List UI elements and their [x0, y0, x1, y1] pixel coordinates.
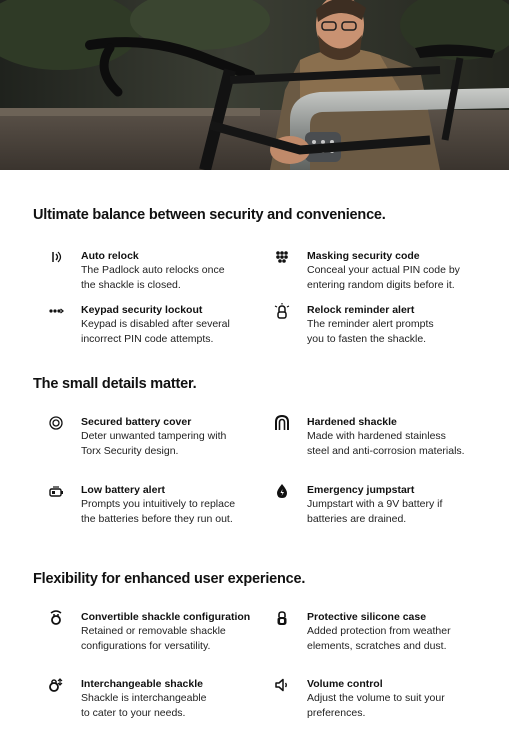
feature-title: Hardened shackle [307, 416, 397, 428]
feature-title: Volume control [307, 678, 383, 690]
feature-description: Deter unwanted tampering with Torx Security design. [81, 430, 227, 457]
feature-description: Adjust the volume to suit your preferences. [307, 692, 445, 719]
feature-relock-reminder [307, 303, 509, 346]
section-title-details: The small details matter. [33, 376, 197, 392]
convertible-shackle-icon [48, 610, 64, 626]
feature-title: Secured battery cover [81, 416, 192, 428]
feature-title: Low battery alert [81, 484, 166, 496]
feature-hardened-shackle [307, 415, 509, 458]
feature-description: Added protection from weather elements, scratches and dust. [307, 625, 451, 652]
feature-description: Made with hardened stainless steel and anti-corrosion materials. [307, 430, 465, 457]
section-title-security: Ultimate balance between security and convenience. [33, 207, 386, 223]
hero-illustration [0, 0, 509, 170]
feature-title: Keypad security lockout [81, 304, 203, 316]
feature-title: Auto relock [81, 250, 139, 262]
feature-description: Shackle is interchangeable to cater to your needs. [81, 692, 207, 719]
volume-icon [274, 677, 290, 693]
low-battery-icon [48, 483, 64, 499]
feature-description: Conceal your actual PIN code by entering random digits before it. [307, 264, 460, 291]
feature-battery-cover [81, 415, 296, 458]
feature-description: The reminder alert prompts you to fasten the shackle. [307, 318, 434, 345]
interchangeable-shackle-icon [48, 677, 64, 693]
feature-description: Jumpstart with a 9V battery if batteries are drained. [307, 498, 443, 525]
feature-description: The Padlock auto relocks once the shackle is closed. [81, 264, 225, 291]
feature-description: Prompts you intuitively to replace the batteries before they run out. [81, 498, 236, 525]
feature-masking-code [307, 249, 509, 292]
feature-title: Protective silicone case [307, 611, 427, 623]
feature-keypad-lockout [81, 303, 296, 346]
feature-title: Relock reminder alert [307, 304, 415, 316]
section-title-flexibility: Flexibility for enhanced user experience. [33, 571, 306, 587]
silicone-case-icon [274, 610, 290, 626]
feature-description: Retained or removable shackle configurations for versatility. [81, 625, 226, 652]
hardened-shackle-icon [274, 415, 290, 431]
battery-cover-icon [48, 415, 64, 431]
feature-silicone-case [307, 610, 509, 653]
feature-description: Keypad is disabled after several incorrect PIN code attempts. [81, 318, 230, 345]
masking-code-icon [274, 249, 290, 265]
feature-low-battery [81, 483, 296, 526]
feature-interchangeable-shackle [81, 677, 296, 720]
reminder-alert-icon [274, 303, 290, 319]
feature-title: Interchangeable shackle [81, 678, 203, 690]
feature-title: Emergency jumpstart [307, 484, 415, 496]
feature-title: Masking security code [307, 250, 420, 262]
auto-relock-icon [48, 249, 64, 265]
feature-volume-control [307, 677, 509, 720]
feature-convertible-shackle [81, 610, 296, 653]
feature-title: Convertible shackle configuration [81, 611, 251, 623]
feature-auto-relock [81, 249, 296, 292]
jumpstart-icon [274, 483, 290, 499]
hero-image [0, 0, 509, 170]
feature-emergency-jumpstart [307, 483, 509, 526]
keypad-lockout-icon [48, 303, 64, 319]
